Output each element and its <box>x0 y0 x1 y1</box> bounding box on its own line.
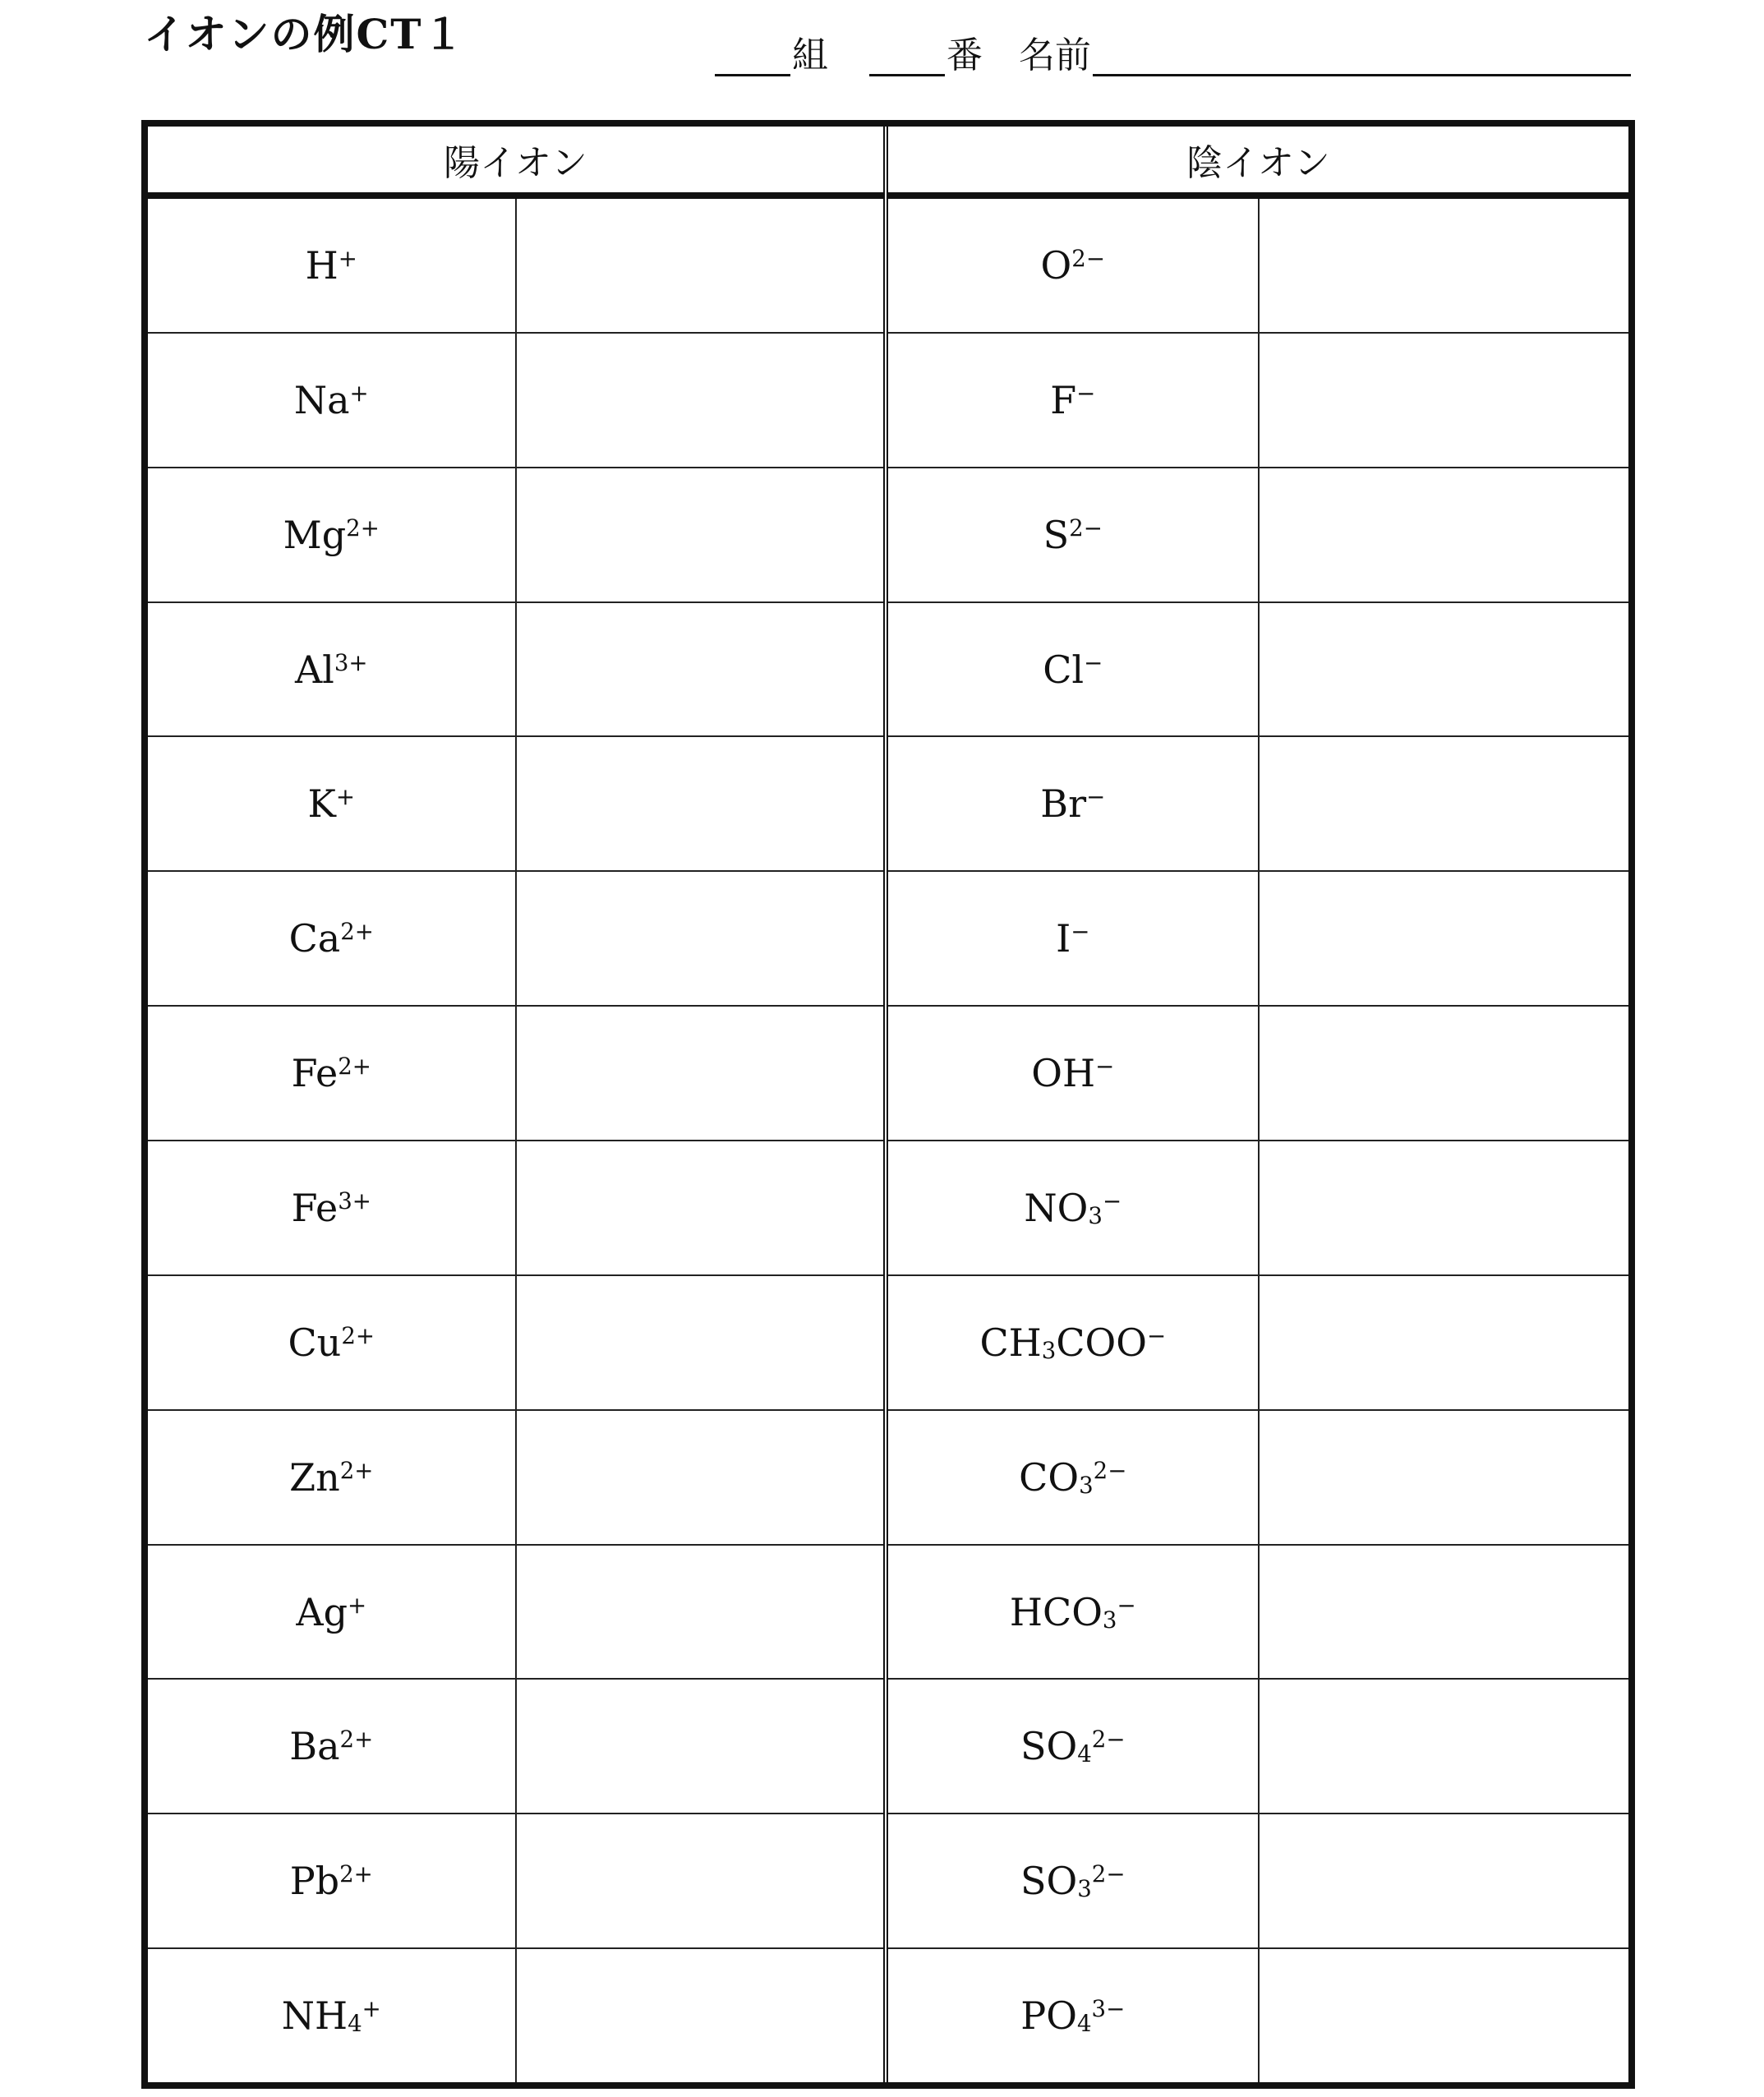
formula-base: HCO <box>1009 1589 1103 1634</box>
anion-formula <box>1043 648 1103 692</box>
anion-formula <box>1050 378 1095 422</box>
formula-base: S <box>1043 512 1070 557</box>
anion-formula <box>1056 916 1089 961</box>
cation-answer-cell[interactable] <box>517 1007 884 1140</box>
anion-answer-cell[interactable] <box>1260 1680 1629 1813</box>
student-info-line <box>715 35 1631 76</box>
formula-base: Fe <box>291 1051 339 1096</box>
anion-answer-cell[interactable] <box>1260 1007 1629 1140</box>
formula-base: O <box>1040 242 1072 288</box>
anion-answer-cell[interactable] <box>1260 1276 1629 1409</box>
anion-formula <box>1024 1186 1121 1230</box>
formula-charge: 3− <box>1091 1994 1126 2022</box>
formula-charge: + <box>338 244 357 272</box>
cation-formula-cell <box>148 199 517 332</box>
anion-section <box>888 127 1628 2082</box>
cation-row <box>148 468 883 603</box>
cation-row <box>148 1276 883 1411</box>
anion-formula-cell <box>888 1141 1260 1274</box>
cation-header: 陽イオン <box>148 127 883 199</box>
formula-charge: 3+ <box>338 1187 371 1214</box>
cation-formula-cell <box>148 1276 517 1409</box>
cation-formula <box>306 243 357 288</box>
anion-answer-cell[interactable] <box>1260 1141 1629 1274</box>
cation-formula-cell <box>148 1007 517 1140</box>
anion-formula-cell <box>888 1411 1260 1544</box>
anion-row <box>888 468 1628 603</box>
cation-row <box>148 1007 883 1141</box>
anion-formula-cell <box>888 468 1260 601</box>
formula-base: Ba <box>289 1724 340 1769</box>
cation-formula <box>308 781 356 826</box>
formula-charge: 2− <box>1091 1726 1126 1754</box>
anion-row <box>888 1680 1628 1814</box>
formula-base: Zn <box>289 1454 340 1500</box>
cation-row <box>148 1814 883 1949</box>
formula-base: Al <box>294 647 334 692</box>
formula-base: I <box>1056 916 1071 961</box>
anion-header: 陰イオン <box>888 127 1628 199</box>
cation-formula-cell <box>148 737 517 870</box>
cation-row <box>148 1949 883 2082</box>
anion-formula <box>1043 513 1103 557</box>
cation-answer-cell[interactable] <box>517 1680 884 1813</box>
class-blank[interactable] <box>715 35 790 76</box>
cation-formula-cell <box>148 1411 517 1544</box>
formula-base: Mg <box>283 512 347 557</box>
cation-answer-cell[interactable] <box>517 1411 884 1544</box>
ion-table <box>141 120 1635 2089</box>
anion-formula-cell <box>888 1949 1260 2082</box>
formula-charge: − <box>1084 648 1103 676</box>
cation-formula <box>294 378 369 422</box>
anion-rows <box>888 199 1628 2082</box>
cation-formula <box>289 1724 373 1768</box>
cation-formula-cell <box>148 1141 517 1274</box>
name-blank[interactable] <box>1093 35 1631 76</box>
anion-row <box>888 334 1628 468</box>
cation-answer-cell[interactable] <box>517 872 884 1005</box>
anion-formula <box>1019 1455 1126 1500</box>
formula-base: F <box>1050 377 1077 422</box>
anion-row <box>888 199 1628 334</box>
cation-formula <box>292 1051 371 1095</box>
formula-base: H <box>305 242 339 288</box>
anion-answer-cell[interactable] <box>1260 1949 1629 2082</box>
formula-base: Cl <box>1043 647 1085 692</box>
anion-formula-cell <box>888 1814 1260 1947</box>
formula-subscript: 3 <box>1102 1606 1117 1634</box>
cation-formula <box>289 1455 373 1500</box>
formula-base: K <box>307 781 336 827</box>
cation-answer-cell[interactable] <box>517 1141 884 1274</box>
anion-formula-cell <box>888 603 1260 736</box>
formula-charge: 2− <box>1091 1860 1126 1888</box>
formula-base: Pb <box>289 1859 340 1904</box>
formula-charge: 2+ <box>339 1860 373 1888</box>
formula-charge: 2− <box>1069 514 1103 542</box>
anion-row <box>888 1411 1628 1546</box>
anion-formula <box>979 1320 1166 1365</box>
formula-charge: − <box>1095 1052 1115 1080</box>
anion-answer-cell[interactable] <box>1260 1411 1629 1544</box>
formula-charge: − <box>1102 1187 1122 1214</box>
anion-formula <box>1040 781 1105 826</box>
cation-row <box>148 1141 883 1276</box>
cation-formula <box>295 648 368 692</box>
formula-subscript: 3 <box>1079 1471 1094 1499</box>
formula-base: OH <box>1031 1051 1096 1096</box>
formula-base: Na <box>293 377 350 422</box>
formula-base: SO <box>1020 1859 1078 1904</box>
cation-answer-cell[interactable] <box>517 737 884 870</box>
formula-charge: − <box>1086 783 1106 811</box>
anion-formula-cell <box>888 1276 1260 1409</box>
anion-answer-cell[interactable] <box>1260 334 1629 467</box>
formula-charge: − <box>1146 1321 1167 1349</box>
cation-formula <box>283 513 380 557</box>
formula-base: CH <box>979 1320 1042 1365</box>
cation-row <box>148 199 883 334</box>
formula-base: Ca <box>288 916 341 961</box>
cation-formula <box>292 1186 371 1230</box>
formula-charge: 3+ <box>334 648 368 676</box>
formula-charge: 2+ <box>339 1726 374 1754</box>
number-label: 番 <box>946 35 983 76</box>
anion-formula-cell <box>888 334 1260 467</box>
cation-formula <box>288 1320 375 1365</box>
anion-row <box>888 1276 1628 1411</box>
anion-row <box>888 603 1628 738</box>
anion-formula <box>1020 1993 1125 2038</box>
anion-formula <box>1020 1859 1125 1903</box>
cation-formula-cell <box>148 603 517 736</box>
cation-answer-cell[interactable] <box>517 1814 884 1947</box>
formula-tail: COO <box>1056 1320 1147 1365</box>
formula-subscript: 4 <box>1077 1740 1092 1768</box>
anion-answer-cell[interactable] <box>1260 1814 1629 1947</box>
formula-base: NO <box>1024 1185 1089 1230</box>
name-label: 名前 <box>1019 35 1091 76</box>
formula-base: PO <box>1020 1993 1077 2039</box>
cation-answer-cell[interactable] <box>517 1276 884 1409</box>
anion-row <box>888 1546 1628 1680</box>
cation-formula-cell <box>148 1814 517 1947</box>
anion-formula-cell <box>888 737 1260 870</box>
formula-subscript: 3 <box>1077 1874 1092 1902</box>
formula-charge: 2+ <box>339 1456 374 1484</box>
cation-formula <box>289 916 374 961</box>
anion-formula <box>1041 243 1105 288</box>
anion-formula-cell <box>888 872 1260 1005</box>
cation-row <box>148 334 883 468</box>
cation-formula-cell <box>148 468 517 601</box>
anion-row <box>888 1814 1628 1949</box>
formula-charge: + <box>362 1994 381 2022</box>
cation-row <box>148 1680 883 1814</box>
cation-row <box>148 872 883 1007</box>
formula-charge: + <box>348 1591 367 1619</box>
formula-charge: − <box>1076 379 1096 407</box>
formula-charge: 2− <box>1071 244 1105 272</box>
anion-row <box>888 737 1628 872</box>
cation-formula <box>282 1993 381 2038</box>
cation-rows <box>148 199 883 2082</box>
formula-base: Br <box>1040 781 1087 827</box>
cation-answer-cell[interactable] <box>517 1949 884 2082</box>
cation-formula <box>296 1590 366 1634</box>
anion-formula-cell <box>888 1680 1260 1813</box>
anion-formula-cell <box>888 199 1260 332</box>
formula-base: Cu <box>288 1320 342 1365</box>
formula-charge: 2− <box>1093 1456 1127 1484</box>
cation-section <box>148 127 888 2082</box>
anion-answer-cell[interactable] <box>1260 872 1629 1005</box>
cation-row <box>148 1546 883 1680</box>
cation-answer-cell[interactable] <box>517 1546 884 1679</box>
anion-answer-cell[interactable] <box>1260 737 1629 870</box>
formula-charge: − <box>1117 1591 1136 1619</box>
cation-formula-cell <box>148 334 517 467</box>
anion-formula <box>1031 1051 1114 1095</box>
formula-subscript: 4 <box>348 2009 362 2037</box>
formula-charge: 2+ <box>346 514 380 542</box>
formula-charge: 2+ <box>338 1052 371 1080</box>
cation-row <box>148 737 883 872</box>
anion-row <box>888 1007 1628 1141</box>
cation-answer-cell[interactable] <box>517 468 884 601</box>
formula-subscript: 3 <box>1088 1201 1103 1229</box>
anion-answer-cell[interactable] <box>1260 1546 1629 1679</box>
cation-row <box>148 603 883 738</box>
cation-row <box>148 1411 883 1546</box>
anion-formula <box>1020 1724 1125 1768</box>
cation-answer-cell[interactable] <box>517 199 884 332</box>
formula-charge: + <box>335 783 355 811</box>
anion-row <box>888 1141 1628 1276</box>
anion-formula-cell <box>888 1007 1260 1140</box>
cation-answer-cell[interactable] <box>517 603 884 736</box>
cation-formula-cell <box>148 1546 517 1679</box>
number-blank[interactable] <box>869 35 945 76</box>
class-label: 組 <box>792 35 828 76</box>
worksheet-title: イオンの例CT１ <box>144 10 466 58</box>
anion-answer-cell[interactable] <box>1260 199 1629 332</box>
formula-base: Ag <box>296 1589 348 1634</box>
cation-formula-cell <box>148 872 517 1005</box>
formula-base: CO <box>1019 1454 1080 1500</box>
anion-answer-cell[interactable] <box>1260 468 1629 601</box>
formula-charge: 2+ <box>341 1321 375 1349</box>
formula-base: SO <box>1020 1724 1078 1769</box>
formula-charge: + <box>349 379 369 407</box>
formula-charge: 2+ <box>340 918 374 946</box>
formula-charge: − <box>1071 918 1090 946</box>
anion-row <box>888 1949 1628 2082</box>
cation-answer-cell[interactable] <box>517 334 884 467</box>
formula-subscript: 4 <box>1076 2009 1092 2037</box>
cation-formula-cell <box>148 1949 517 2082</box>
anion-formula-cell <box>888 1546 1260 1679</box>
cation-formula-cell <box>148 1680 517 1813</box>
cation-formula <box>290 1859 373 1903</box>
formula-base: NH <box>281 1993 348 2039</box>
anion-answer-cell[interactable] <box>1260 603 1629 736</box>
formula-base: Fe <box>291 1185 339 1230</box>
anion-formula <box>1010 1590 1136 1634</box>
anion-row <box>888 872 1628 1007</box>
formula-subscript: 3 <box>1041 1336 1057 1364</box>
